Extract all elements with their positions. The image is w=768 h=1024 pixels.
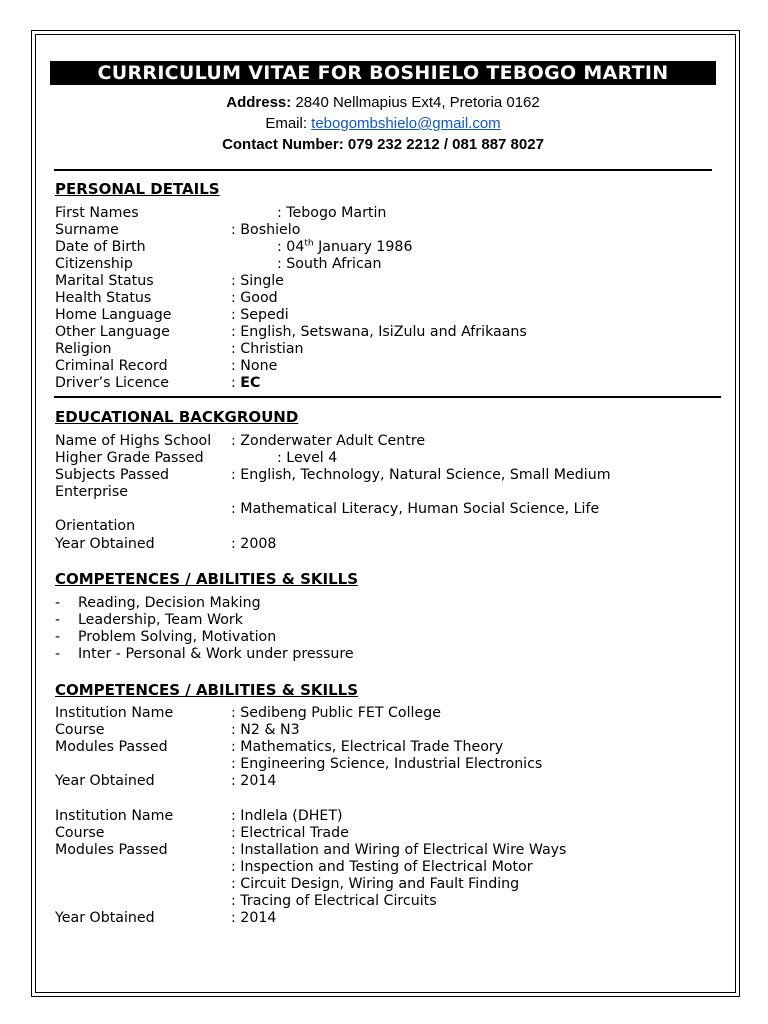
drivers-licence-label: Driver’s Licence [55,375,169,391]
skill-bullet: - [55,646,61,662]
subjects-line-3: : Mathematical Literacy, Human Social Science, Life [231,501,600,517]
first-names-value: : Tebogo Martin [277,205,387,221]
dob-label: Date of Birth [55,239,146,255]
other-language-value: : English, Setswana, IsiZulu and Afrikaans [231,324,527,340]
institution-label: Institution Name [55,808,174,824]
institution-value: : Sedibeng Public FET College [231,705,441,721]
skill-bullet: - [55,612,61,628]
module-item: : Tracing of Electrical Circuits [231,893,437,909]
modules-label: Modules Passed [55,842,168,858]
school-value: : Zonderwater Adult Centre [231,433,426,449]
dob-day: : 04 [277,239,305,255]
home-language-label: Home Language [55,307,172,323]
course-label: Course [55,825,105,841]
skill-bullet: - [55,595,61,611]
licence-code: EC [240,375,261,391]
course-value: : Electrical Trade [231,825,349,841]
address-label: Address: [226,94,292,111]
training-year-label: Year Obtained [55,773,155,789]
health-status-value: : Good [231,290,278,306]
module-item: : Mathematics, Electrical Trade Theory [231,739,504,755]
email-label: Email: [265,115,312,132]
marital-status-value: : Single [231,273,284,289]
divider-personal [54,396,721,398]
skills-heading: COMPETENCES / ABILITIES & SKILLS [55,570,359,588]
course-value: : N2 & N3 [231,722,300,738]
dob-value [277,239,413,256]
education-year-label: Year Obtained [55,536,155,552]
address-line [50,94,716,112]
training-year-label: Year Obtained [55,910,155,926]
module-item: : Circuit Design, Wiring and Fault Finding [231,876,520,892]
course-label: Course [55,722,105,738]
email-line [50,115,716,133]
training-year-value: : 2014 [231,773,277,789]
divider-top [54,169,712,171]
criminal-record-value: : None [231,358,278,374]
institution-value: : Indlela (DHET) [231,808,343,824]
skill-item: Problem Solving, Motivation [78,629,277,645]
religion-value: : Christian [231,341,304,357]
education-heading: EDUCATIONAL BACKGROUND [55,408,299,426]
skill-bullet: - [55,629,61,645]
health-status-label: Health Status [55,290,152,306]
module-item: : Engineering Science, Industrial Electronics [231,756,543,772]
email-link[interactable]: tebogombshielo@gmail.com [311,115,501,132]
marital-status-label: Marital Status [55,273,154,289]
other-language-label: Other Language [55,324,170,340]
surname-label: Surname [55,222,119,238]
citizenship-label: Citizenship [55,256,133,272]
modules-label: Modules Passed [55,739,168,755]
home-language-value: : Sepedi [231,307,289,323]
school-label: Name of Highs School [55,433,212,449]
subjects-label: Subjects Passed [55,467,170,483]
grade-label: Higher Grade Passed [55,450,204,466]
subjects-line-1: : English, Technology, Natural Science, Small Medium [231,467,611,483]
personal-details-heading: PERSONAL DETAILS [55,180,220,198]
module-item: : Inspection and Testing of Electrical Motor [231,859,533,875]
education-year-value: : 2008 [231,536,277,552]
contact-number: Contact Number: 079 232 2212 / 081 887 8027 [222,136,544,153]
citizenship-value: : South African [277,256,382,272]
religion-label: Religion [55,341,112,357]
address-value: 2840 Nellmapius Ext4, Pretoria 0162 [291,94,540,111]
skill-item: Reading, Decision Making [78,595,261,611]
cv-title: CURRICULUM VITAE FOR BOSHIELO TEBOGO MARTIN [50,61,716,85]
skill-item: Leadership, Team Work [78,612,243,628]
module-item: : Installation and Wiring of Electrical Wire Ways [231,842,567,858]
institution-label: Institution Name [55,705,174,721]
training-heading: COMPETENCES / ABILITIES & SKILLS [55,681,359,699]
training-year-value: : 2014 [231,910,277,926]
grade-value: : Level 4 [277,450,338,466]
surname-value: : Boshielo [231,222,301,238]
subjects-line-4: Orientation [55,518,136,534]
criminal-record-label: Criminal Record [55,358,168,374]
licence-colon: : [231,375,241,391]
first-names-label: First Names [55,205,139,221]
subjects-line-2: Enterprise [55,484,128,500]
drivers-licence-value [231,375,260,392]
dob-suffix: th [304,238,314,249]
skill-item: Inter - Personal & Work under pressure [78,646,354,662]
dob-month-year: January 1986 [313,239,413,255]
